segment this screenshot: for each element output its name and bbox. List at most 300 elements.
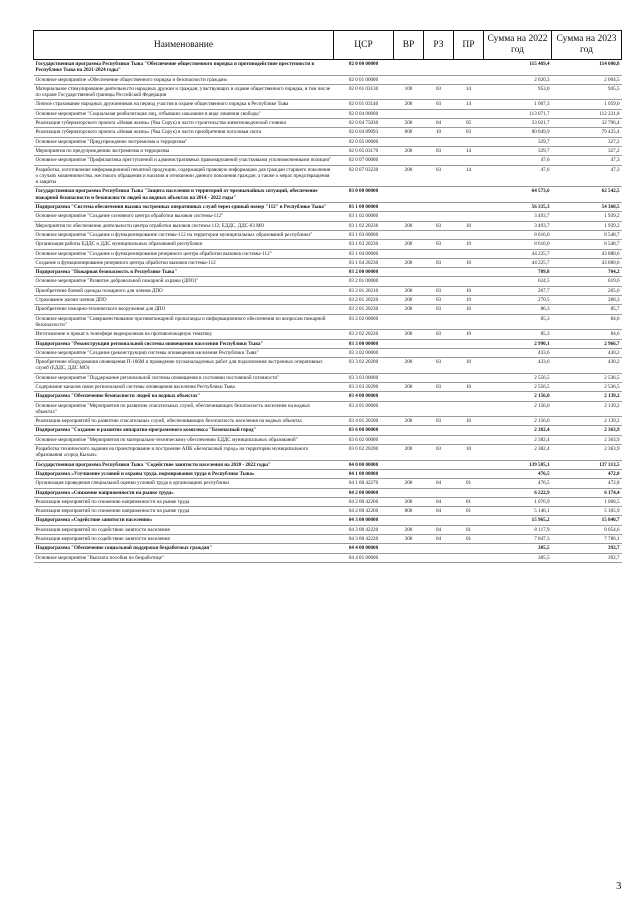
cell-csr: 03 2 01 20230 <box>334 305 394 314</box>
cell-csr: 03 1 03 20230 <box>334 240 394 249</box>
cell-pr <box>454 187 484 203</box>
cell-vr <box>394 137 424 146</box>
cell-pr: 10 <box>454 240 484 249</box>
cell-vr <box>394 373 424 382</box>
page-number: 3 <box>616 880 622 892</box>
cell-pr: 10 <box>454 417 484 426</box>
cell-name: Приобретение пожарно-технического вооружения для ДПО <box>34 305 334 314</box>
cell-csr: 02 0 01 03140 <box>334 100 394 109</box>
cell-rz: 03 <box>424 100 454 109</box>
cell-csr: 04 0 00 00000 <box>334 460 394 469</box>
cell-s2: 1 068,5 <box>552 497 622 506</box>
header-rz: РЗ <box>424 31 454 60</box>
cell-csr: 02 0 07 00000 <box>334 156 394 165</box>
cell-csr: 04 3 00 42220 <box>334 535 394 544</box>
cell-csr: 04 2 00 00000 <box>334 488 394 497</box>
cell-csr: 02 0 07 03230 <box>334 165 394 187</box>
table-row <box>34 445 622 461</box>
cell-rz <box>424 401 454 417</box>
cell-csr: 04 3 00 00000 <box>334 516 394 525</box>
cell-pr: 10 <box>454 358 484 374</box>
cell-s2: 327,2 <box>552 146 622 155</box>
cell-rz <box>424 488 454 497</box>
cell-s2: 112 221,8 <box>552 109 622 118</box>
table-row <box>34 479 622 488</box>
cell-vr: 200 <box>394 330 424 339</box>
cell-s2: 2 139,2 <box>552 392 622 401</box>
cell-pr: 10 <box>454 330 484 339</box>
cell-vr <box>394 314 424 330</box>
cell-pr <box>454 348 484 357</box>
cell-vr: 200 <box>394 258 424 267</box>
cell-s1: 2 556,5 <box>484 382 552 391</box>
cell-s2: 32 796,4 <box>552 119 622 128</box>
cell-csr: 03 1 04 20230 <box>334 258 394 267</box>
cell-s1: 86,3 <box>484 305 552 314</box>
table-row <box>34 109 622 118</box>
cell-name: Мероприятия по обеспечению деятельности центра отработки вызовов системы-112; ЕДДС, ДДС-03 МО <box>34 221 334 230</box>
cell-vr: 200 <box>394 296 424 305</box>
table-row <box>34 373 622 382</box>
cell-rz: 03 <box>424 417 454 426</box>
cell-name: Реализация мероприятий по снижению напряженности на рынке труда <box>34 507 334 516</box>
cell-vr: 600 <box>394 128 424 137</box>
header-vr: ВР <box>394 31 424 60</box>
cell-pr <box>454 516 484 525</box>
cell-rz: 03 <box>424 330 454 339</box>
cell-name: Основное мероприятие "Развитие добровольной пожарной охраны (ДПО)" <box>34 277 334 286</box>
table-row <box>34 488 622 497</box>
cell-csr: 03 3 00 00000 <box>334 339 394 348</box>
cell-rz <box>424 187 454 203</box>
cell-vr: 200 <box>394 525 424 534</box>
cell-vr: 200 <box>394 479 424 488</box>
table-row <box>34 146 622 155</box>
cell-name: Основное мероприятие "Создание и функционирование системы-112 на территории муниципальных образований республики" <box>34 230 334 239</box>
cell-name: Содержание каналов связи региональной системы оповещения населения Республики Тыва <box>34 382 334 391</box>
cell-csr: 04 4 00 00000 <box>334 544 394 553</box>
table-row <box>34 392 622 401</box>
cell-csr: 03 0 00 00000 <box>334 187 394 203</box>
cell-vr <box>394 469 424 478</box>
cell-csr: 03 2 01 20220 <box>334 296 394 305</box>
cell-name: Основное мероприятие "Мероприятия по развитию спасательных служб, обеспечивающих безопасность населения на водных объектах" <box>34 401 334 417</box>
cell-vr <box>394 435 424 444</box>
cell-name: Основное мероприятие "Профилактика преступлений и административных правонарушений участковыми уполномоченными полиции" <box>34 156 334 165</box>
cell-rz: 03 <box>424 382 454 391</box>
table-row <box>34 119 622 128</box>
cell-vr <box>394 553 424 562</box>
cell-name: Разработка, изготовление информационной печатной продукции, содержащей правовую информацию для граждан старшего поколения о случаях мошенничества, жестокого обращения и насилия в отношении данного поколения граждан, а также о мерах предотвращения и защиты <box>34 165 334 187</box>
table-row <box>34 212 622 221</box>
cell-csr: 04 1 00 00000 <box>334 469 394 478</box>
cell-vr <box>394 516 424 525</box>
cell-rz: 03 <box>424 286 454 295</box>
table-row <box>34 497 622 506</box>
cell-s2: 43 880,6 <box>552 258 622 267</box>
cell-s1: 115 469,4 <box>484 60 552 76</box>
cell-pr: 10 <box>454 286 484 295</box>
cell-s1: 5 146,1 <box>484 507 552 516</box>
cell-rz: 03 <box>424 165 454 187</box>
cell-pr: 14 <box>454 165 484 187</box>
cell-vr <box>394 277 424 286</box>
cell-s1: 2 156,0 <box>484 392 552 401</box>
table-row <box>34 426 622 435</box>
cell-rz <box>424 249 454 258</box>
cell-rz <box>424 348 454 357</box>
cell-s1: 476,5 <box>484 479 552 488</box>
cell-vr <box>394 203 424 212</box>
table-row <box>34 137 622 146</box>
cell-rz: 04 <box>424 497 454 506</box>
cell-s1: 15 965,2 <box>484 516 552 525</box>
cell-pr <box>454 156 484 165</box>
cell-s2: 2 536,5 <box>552 373 622 382</box>
cell-s2: 2 139,2 <box>552 417 622 426</box>
table-row <box>34 100 622 109</box>
cell-s2: 430,2 <box>552 348 622 357</box>
cell-s1: 2 556,5 <box>484 373 552 382</box>
cell-name: Основное мероприятие "Социальная реабилитация лиц, отбывших наказание в виде лишения свободы" <box>34 109 334 118</box>
cell-vr <box>394 339 424 348</box>
table-row <box>34 187 622 203</box>
cell-name: Реализация губернаторского проекта «Новая жизнь» (Чаа Сорук) в части приобретения поголовья скота <box>34 128 334 137</box>
cell-csr: 03 2 01 00000 <box>334 277 394 286</box>
header-sum-2022: Сумма на 2022 год <box>484 31 552 60</box>
cell-pr: 03 <box>454 128 484 137</box>
cell-name: Личное страхование народных дружинников на период участия в охране общественного порядка в Республике Тыва <box>34 100 334 109</box>
table-row <box>34 469 622 478</box>
cell-rz <box>424 277 454 286</box>
cell-s2: 2 363,9 <box>552 445 622 461</box>
cell-name: Реализация губернаторского проекта «Новая жизнь» (Чаа Сорук) в части строительства животноводческой стоянки <box>34 119 334 128</box>
cell-name: Основное мероприятие «Обеспечение общественного порядка и безопасности граждан» <box>34 75 334 84</box>
cell-name: Подпрограмма "Обеспечение социальной поддержки безработных граждан" <box>34 544 334 553</box>
cell-vr <box>394 392 424 401</box>
cell-s1: 476,5 <box>484 469 552 478</box>
cell-s1: 47,6 <box>484 165 552 187</box>
cell-vr: 200 <box>394 305 424 314</box>
cell-s2: 472,8 <box>552 469 622 478</box>
cell-rz <box>424 544 454 553</box>
cell-pr <box>454 401 484 417</box>
cell-vr: 200 <box>394 146 424 155</box>
cell-pr <box>454 109 484 118</box>
cell-pr: 01 <box>454 525 484 534</box>
cell-rz <box>424 435 454 444</box>
cell-rz: 03 <box>424 240 454 249</box>
cell-s2: 619,6 <box>552 277 622 286</box>
cell-csr: 03 1 02 00000 <box>334 212 394 221</box>
cell-s1: 85,3 <box>484 330 552 339</box>
cell-name: Государственная программа Республики Тыва "Обеспечение общественного порядка и противодействие преступности в Республике Тыва на 2021-2024 годы" <box>34 60 334 76</box>
cell-vr <box>394 268 424 277</box>
cell-rz: 03 <box>424 358 454 374</box>
cell-rz <box>424 268 454 277</box>
cell-vr: 200 <box>394 417 424 426</box>
cell-csr: 02 0 05 00000 <box>334 137 394 146</box>
cell-csr: 03 4 00 00000 <box>334 392 394 401</box>
cell-name: Подпрограмма "Система обеспечения вызова экстренных оперативных служб через единый номер "112" в Республике Тыва" <box>34 203 334 212</box>
cell-rz: 04 <box>424 479 454 488</box>
table-row <box>34 258 622 267</box>
cell-name: Государственная программа Республики Тыва "Защита населения и территорий от чрезвычайных ситуаций, обеспечение пожарной безопасности и безопасности людей на водных объектах на 2014 - 2022 годы" <box>34 187 334 203</box>
cell-csr: 03 4 01 00000 <box>334 401 394 417</box>
cell-rz <box>424 156 454 165</box>
cell-rz: 03 <box>424 305 454 314</box>
cell-s1: 2 990,1 <box>484 339 552 348</box>
cell-csr: 03 3 03 00000 <box>334 373 394 382</box>
cell-s1: 64 573,6 <box>484 187 552 203</box>
cell-csr: 02 0 04 89093 <box>334 128 394 137</box>
cell-csr: 04 3 00 42220 <box>334 525 394 534</box>
cell-s2: 704,2 <box>552 268 622 277</box>
budget-table-page <box>33 30 621 563</box>
cell-s2: 2 966,7 <box>552 339 622 348</box>
table-row <box>34 203 622 212</box>
cell-s2: 85,7 <box>552 305 622 314</box>
cell-pr: 14 <box>454 100 484 109</box>
cell-pr: 01 <box>454 507 484 516</box>
cell-vr <box>394 156 424 165</box>
cell-s2: 8 548,7 <box>552 240 622 249</box>
table-row <box>34 330 622 339</box>
cell-name: Основное мероприятие "Предупреждение экстремизма и терроризма" <box>34 137 334 146</box>
cell-vr: 200 <box>394 240 424 249</box>
cell-s1: 44 225,7 <box>484 258 552 267</box>
header-csr: ЦСР <box>334 31 394 60</box>
cell-s1: 7 847,3 <box>484 535 552 544</box>
cell-s2: 392,7 <box>552 544 622 553</box>
cell-csr: 04 1 00 42270 <box>334 479 394 488</box>
cell-s1: 2 156,0 <box>484 401 552 417</box>
table-row <box>34 401 622 417</box>
cell-s2: 114 600,8 <box>552 60 622 76</box>
cell-pr <box>454 212 484 221</box>
cell-s2: 15 840,7 <box>552 516 622 525</box>
cell-pr: 10 <box>454 445 484 461</box>
cell-s2: 84,6 <box>552 314 622 330</box>
cell-vr <box>394 75 424 84</box>
cell-pr: 10 <box>454 382 484 391</box>
cell-rz: 03 <box>424 296 454 305</box>
cell-s1: 8 616,0 <box>484 230 552 239</box>
cell-pr <box>454 277 484 286</box>
cell-rz: 04 <box>424 507 454 516</box>
cell-rz <box>424 426 454 435</box>
cell-pr <box>454 460 484 469</box>
table-row <box>34 221 622 230</box>
cell-s2: 79 425,4 <box>552 128 622 137</box>
table-row <box>34 165 622 187</box>
table-row <box>34 358 622 374</box>
cell-name: Подпрограмма «Улучшение условий и охраны труда, нормирования труда в Республике Тыва» <box>34 469 334 478</box>
cell-s2: 1 939,2 <box>552 212 622 221</box>
cell-pr <box>454 137 484 146</box>
cell-pr <box>454 488 484 497</box>
cell-s1: 8 616,0 <box>484 240 552 249</box>
cell-csr: 03 2 00 00000 <box>334 268 394 277</box>
table-row <box>34 128 622 137</box>
table-row <box>34 348 622 357</box>
cell-vr: 200 <box>394 445 424 461</box>
cell-pr <box>454 60 484 76</box>
table-row <box>34 240 622 249</box>
cell-s1: 2 382,4 <box>484 435 552 444</box>
cell-name: Разработка технического задания на проектирование и построение АПК «Безопасный город» на территории муниципального образования «город Кызыл» <box>34 445 334 461</box>
table-row <box>34 296 622 305</box>
cell-name: Подпрограмма "Создание и развитие аппаратно-программного комплекса "Безопасный город" <box>34 426 334 435</box>
cell-vr: 500 <box>394 119 424 128</box>
cell-name: Подпрограмма "Реконструкция региональной системы оповещения населения Республики Тыва" <box>34 339 334 348</box>
header-sum-2023: Сумма на 2023 год <box>552 31 622 60</box>
table-row <box>34 277 622 286</box>
cell-s1: 267,7 <box>484 286 552 295</box>
cell-s1: 433,6 <box>484 358 552 374</box>
table-row <box>34 339 622 348</box>
cell-s2: 47,3 <box>552 156 622 165</box>
cell-pr <box>454 249 484 258</box>
cell-rz <box>424 60 454 76</box>
cell-rz: 03 <box>424 84 454 100</box>
cell-s2: 137 313,5 <box>552 460 622 469</box>
cell-s1: 1 067,3 <box>484 100 552 109</box>
cell-rz <box>424 373 454 382</box>
cell-pr <box>454 544 484 553</box>
cell-s1: 1 076,9 <box>484 497 552 506</box>
cell-s2: 54 368,5 <box>552 203 622 212</box>
cell-rz <box>424 314 454 330</box>
cell-pr: 14 <box>454 146 484 155</box>
cell-name: Страхование жизни членов ДПО <box>34 296 334 305</box>
cell-pr <box>454 553 484 562</box>
cell-s1: 385,5 <box>484 553 552 562</box>
cell-s1: 2 382,4 <box>484 445 552 461</box>
cell-csr: 03 1 03 00000 <box>334 230 394 239</box>
cell-vr <box>394 60 424 76</box>
cell-s2: 430,2 <box>552 358 622 374</box>
cell-s2: 8 054,6 <box>552 525 622 534</box>
cell-rz <box>424 460 454 469</box>
cell-csr: 04 2 00 42260 <box>334 497 394 506</box>
table-row <box>34 507 622 516</box>
cell-vr <box>394 109 424 118</box>
cell-rz: 04 <box>424 535 454 544</box>
table-row <box>34 382 622 391</box>
cell-s2: 47,3 <box>552 165 622 187</box>
cell-name: Организация работы ЕДДС и ДДС муниципальных образований республики <box>34 240 334 249</box>
table-row <box>34 535 622 544</box>
cell-vr: 800 <box>394 507 424 516</box>
table-header <box>34 31 622 60</box>
cell-s1: 2 382,4 <box>484 426 552 435</box>
cell-name: Материальное стимулирование деятельности народных дружин и граждан, участвующих в охране общественного порядка, в том числе по охране Государственной границы Российской Федерации <box>34 84 334 100</box>
cell-csr: 02 0 00 00000 <box>334 60 394 76</box>
cell-rz <box>424 339 454 348</box>
cell-name: Подпрограмма «Содействие занятости населения» <box>34 516 334 525</box>
cell-pr <box>454 230 484 239</box>
cell-pr <box>454 435 484 444</box>
cell-pr <box>454 426 484 435</box>
header-name: Наименование <box>34 31 334 60</box>
cell-pr <box>454 314 484 330</box>
cell-name: Основное мероприятие "Выплата пособия по безработице" <box>34 553 334 562</box>
cell-rz <box>424 469 454 478</box>
cell-pr: 05 <box>454 119 484 128</box>
cell-s1: 2 020,3 <box>484 75 552 84</box>
cell-csr: 02 0 05 03170 <box>334 146 394 155</box>
header-pr: ПР <box>454 31 484 60</box>
cell-name: Реализация мероприятий по содействию занятости населения <box>34 535 334 544</box>
cell-s2: 327,2 <box>552 137 622 146</box>
cell-pr <box>454 339 484 348</box>
cell-rz: 10 <box>424 128 454 137</box>
cell-rz <box>424 212 454 221</box>
cell-rz <box>424 137 454 146</box>
cell-pr <box>454 268 484 277</box>
cell-rz: 03 <box>424 445 454 461</box>
cell-vr: 200 <box>394 100 424 109</box>
cell-s1: 113 071,7 <box>484 109 552 118</box>
cell-s2: 268,3 <box>552 296 622 305</box>
cell-csr: 03 3 02 20200 <box>334 358 394 374</box>
cell-s1: 85,3 <box>484 314 552 330</box>
cell-vr: 200 <box>394 497 424 506</box>
cell-vr <box>394 488 424 497</box>
cell-csr: 03 3 02 00000 <box>334 348 394 357</box>
cell-rz <box>424 553 454 562</box>
table-row <box>34 460 622 469</box>
table-row <box>34 314 622 330</box>
cell-name: Создание и функционирование резервного центра обработки вызовов системы-112 <box>34 258 334 267</box>
cell-s1: 270,5 <box>484 296 552 305</box>
cell-s2: 43 880,6 <box>552 249 622 258</box>
cell-vr: 200 <box>394 382 424 391</box>
cell-vr <box>394 348 424 357</box>
cell-s2: 2 363,9 <box>552 426 622 435</box>
cell-s2: 84,6 <box>552 330 622 339</box>
cell-vr <box>394 187 424 203</box>
cell-name: Изготовление и прокат в телеэфире видеороликов на противопожарную тематику <box>34 330 334 339</box>
cell-rz: 04 <box>424 525 454 534</box>
table-row <box>34 305 622 314</box>
cell-name: Подпрограмма «Снижение напряженности на рынке труда» <box>34 488 334 497</box>
table-row <box>34 525 622 534</box>
cell-vr: 300 <box>394 535 424 544</box>
cell-rz: 04 <box>424 119 454 128</box>
cell-vr: 200 <box>394 358 424 374</box>
cell-rz: 03 <box>424 221 454 230</box>
cell-name: Подпрограмма "Пожарная безопасность в Республике Тыва" <box>34 268 334 277</box>
cell-csr: 04 2 00 42260 <box>334 507 394 516</box>
cell-rz: 03 <box>424 146 454 155</box>
cell-name: Основное мероприятие "Мероприятия по материально-техническому обеспечению ЕДДС муниципальных образований" <box>34 435 334 444</box>
cell-name: Реализация мероприятий по снижению напряженности на рынке труда <box>34 497 334 506</box>
cell-rz <box>424 109 454 118</box>
cell-name: Реализация мероприятий по развитию спасательных служб, обеспечивающих безопасность населения на водных объектах <box>34 417 334 426</box>
table-row <box>34 84 622 100</box>
cell-csr: 03 3 03 20290 <box>334 382 394 391</box>
cell-rz <box>424 230 454 239</box>
cell-csr: 03 2 02 00000 <box>334 314 394 330</box>
cell-pr: 01 <box>454 535 484 544</box>
cell-pr <box>454 75 484 84</box>
cell-s2: 5 105,9 <box>552 507 622 516</box>
cell-pr: 10 <box>454 296 484 305</box>
table-row <box>34 249 622 258</box>
cell-name: Основное мероприятие "Создание (реконструкция) системы оповещения населения Республики Тыва" <box>34 348 334 357</box>
